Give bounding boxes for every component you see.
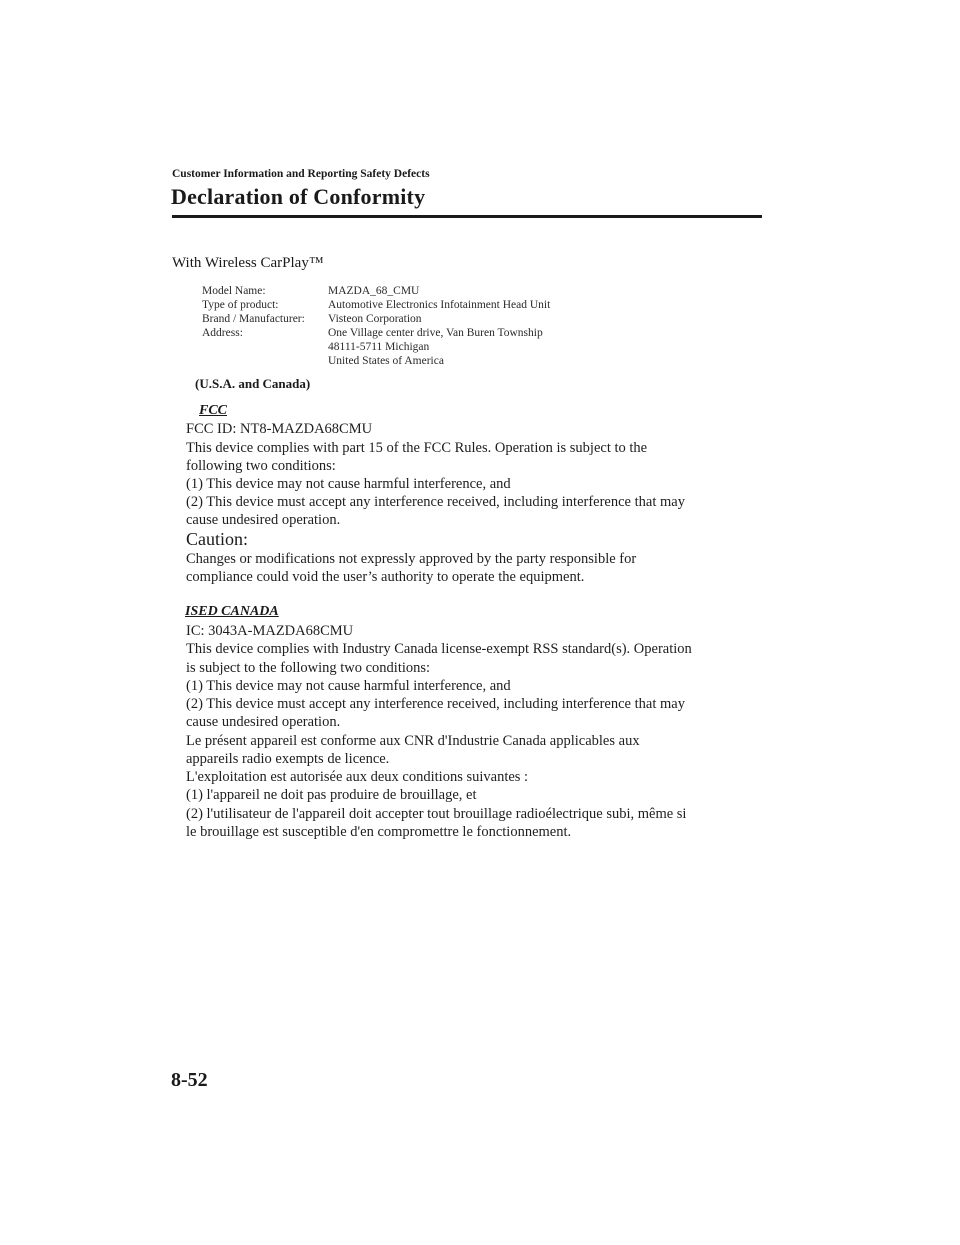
body-line: following two conditions:: [186, 458, 336, 474]
body-line: Le présent appareil est conforme aux CNR d'Industrie Canada applicables aux: [186, 733, 640, 749]
body-line: (2) l'utilisateur de l'appareil doit accepter tout brouillage radioélectrique subi, même si: [186, 806, 687, 822]
spec-value: 48111-5711 Michigan: [328, 341, 430, 353]
page-title: Declaration of Conformity: [171, 184, 426, 209]
body-line: cause undesired operation.: [186, 512, 341, 528]
caution-heading: Caution:: [186, 529, 248, 549]
spec-value: United States of America: [328, 355, 444, 367]
body-line: compliance could void the user’s authority to operate the equipment.: [186, 569, 585, 585]
body-line: L'exploitation est autorisée aux deux conditions suivantes :: [186, 769, 529, 785]
section-label: Customer Information and Reporting Safety Defects: [172, 168, 430, 180]
subtitle: With Wireless CarPlay™: [172, 255, 324, 271]
body-line: FCC ID: NT8-MAZDA68CMU: [186, 421, 373, 437]
fcc-heading: FCC: [199, 403, 228, 418]
spec-label: Address:: [202, 327, 243, 339]
body-line: This device complies with Industry Canada license-exempt RSS standard(s). Operation: [186, 641, 692, 657]
spec-value: MAZDA_68_CMU: [328, 285, 420, 297]
ised-heading: ISED CANADA: [185, 604, 279, 619]
body-line: This device complies with part 15 of the FCC Rules. Operation is subject to the: [186, 440, 648, 456]
spec-value: Automotive Electronics Infotainment Head Unit: [328, 299, 551, 311]
body-line: is subject to the following two conditions:: [186, 660, 431, 676]
page-number: 8-52: [171, 1069, 208, 1091]
spec-value: Visteon Corporation: [328, 313, 422, 325]
body-line: (2) This device must accept any interference received, including interference that may: [186, 494, 685, 510]
spec-label: Type of product:: [202, 299, 279, 311]
spec-value: One Village center drive, Van Buren Township: [328, 327, 543, 339]
spec-label: Brand / Manufacturer:: [202, 313, 305, 325]
title-divider: [172, 215, 762, 218]
region-label: (U.S.A. and Canada): [195, 376, 311, 391]
body-line: (1) This device may not cause harmful interference, and: [186, 476, 511, 492]
body-line: cause undesired operation.: [186, 714, 341, 730]
body-line: appareils radio exempts de licence.: [186, 751, 390, 767]
spec-label: Model Name:: [202, 285, 266, 297]
body-line: Changes or modifications not expressly approved by the party responsible for: [186, 551, 637, 567]
body-line: IC: 3043A-MAZDA68CMU: [186, 623, 354, 639]
body-line: (2) This device must accept any interference received, including interference that may: [186, 696, 685, 712]
body-line: (1) l'appareil ne doit pas produire de brouillage, et: [186, 787, 477, 803]
body-line: le brouillage est susceptible d'en compromettre le fonctionnement.: [186, 824, 572, 840]
body-line: (1) This device may not cause harmful interference, and: [186, 678, 511, 694]
